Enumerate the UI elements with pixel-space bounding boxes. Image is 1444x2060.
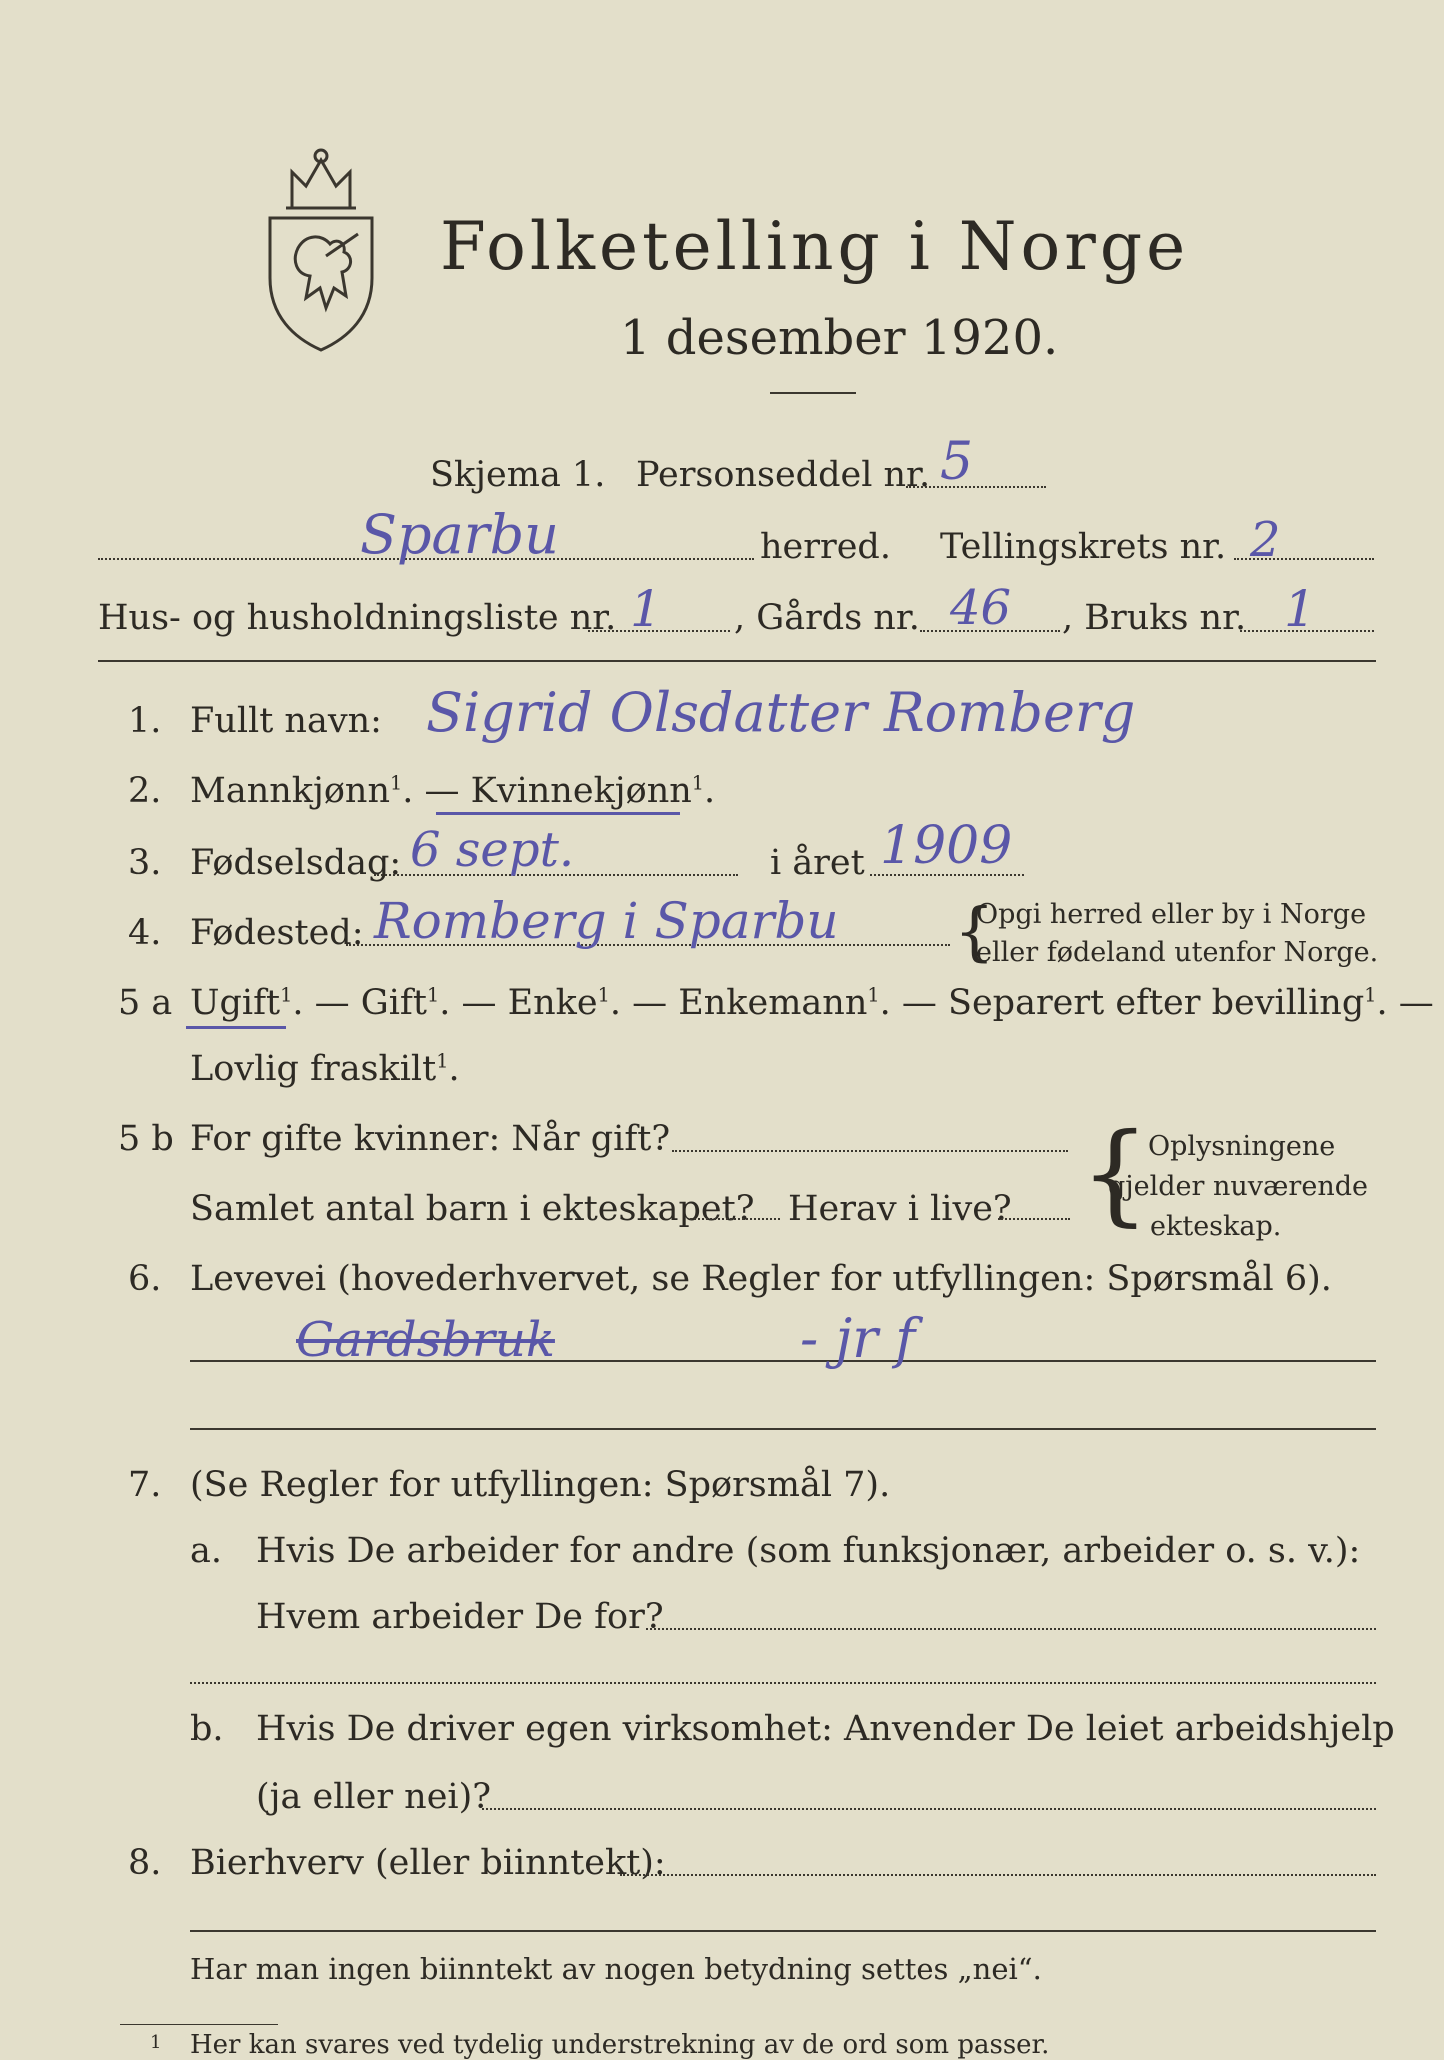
header-divider	[98, 660, 1376, 662]
female-underline-mark	[436, 812, 680, 815]
footnote-ref: 1	[597, 983, 610, 1007]
title-divider	[770, 392, 856, 394]
children-alive-line	[998, 1218, 1070, 1220]
occupation-line-2	[190, 1428, 1376, 1430]
q5b-note-line2: gjelder nuværende	[1108, 1171, 1368, 1202]
birthplace-value[interactable]: Romberg i Sparbu	[374, 892, 839, 950]
footnote-ref: 1	[1364, 983, 1377, 1007]
tellingskrets-value[interactable]: 2	[1250, 512, 1281, 568]
gender-options	[190, 771, 716, 811]
side-income-line-2	[190, 1930, 1376, 1932]
status-enkemann-option[interactable]: . — Enkemann	[609, 983, 868, 1023]
married-when-line	[672, 1150, 1068, 1152]
footnote-ref: 1	[426, 983, 440, 1007]
herred-label: herred.	[760, 527, 891, 567]
coat-of-arms-icon	[262, 138, 380, 354]
bruks-value[interactable]: 1	[1284, 580, 1316, 638]
footnote-ref: 1	[691, 771, 705, 795]
q6-number: 6.	[128, 1259, 162, 1299]
gender-end: .	[704, 771, 716, 811]
q3-number: 3.	[128, 843, 162, 883]
birthday-value[interactable]: 6 sept.	[410, 822, 575, 878]
birth-year-value[interactable]: 1909	[880, 816, 1013, 876]
birth-year-label: i året	[770, 843, 865, 883]
gards-label: , Gårds nr.	[734, 598, 920, 638]
q4-label: Fødested:	[190, 913, 364, 953]
full-name-value[interactable]: Sigrid Olsdatter Romberg	[426, 681, 1136, 744]
q7a-letter: a.	[190, 1531, 222, 1571]
status-gift-option[interactable]: . — Gift	[292, 983, 427, 1023]
q1-label: Fullt navn:	[190, 701, 382, 741]
q3-label: Fødselsdag:	[190, 843, 402, 883]
husliste-label: Hus- og husholdningsliste nr.	[98, 598, 617, 638]
bruks-label: , Bruks nr.	[1062, 598, 1247, 638]
occupation-mark: - jr f	[800, 1307, 916, 1370]
q5b-brace: {	[1080, 1109, 1150, 1237]
q5a-number: 5 a	[118, 983, 173, 1023]
q4-brace: {	[954, 895, 995, 969]
employer-label: Hvem arbeider De for?	[256, 1597, 664, 1637]
husliste-value[interactable]: 1	[630, 580, 662, 638]
status-lovlig-row	[190, 1049, 460, 1089]
civil-status-options	[190, 983, 1434, 1023]
q7-number: 7.	[128, 1465, 162, 1505]
q2-number: 2.	[128, 771, 162, 811]
status-ugift-option[interactable]: Ugift	[190, 983, 281, 1023]
occupation-value[interactable]: Gardsbruk	[296, 1312, 555, 1368]
employer-line-2	[190, 1682, 1376, 1684]
gender-female-option[interactable]: Kvinnekjønn	[470, 771, 692, 811]
q8-number: 8.	[128, 1843, 162, 1883]
form-date: 1 desember 1920.	[620, 310, 1059, 366]
ugift-underline-mark	[186, 1026, 286, 1029]
herred-value[interactable]: Sparbu	[360, 503, 559, 566]
status-enke-option[interactable]: . — Enke	[439, 983, 598, 1023]
footnote-text: Her kan svares ved tydelig understrekning av de ord som passer.	[190, 2030, 1050, 2060]
children-line	[690, 1218, 780, 1220]
gender-separator: . —	[402, 771, 471, 811]
q4-note-line1: Opgi herred eller by i Norge	[976, 899, 1367, 930]
q7-label: (Se Regler for utfyllingen: Spørsmål 7).	[190, 1465, 891, 1505]
skjema-label: Skjema 1.	[430, 455, 606, 495]
status-separert-option[interactable]: . — Separert efter bevilling	[879, 983, 1365, 1023]
side-income-line	[620, 1874, 1376, 1876]
footnote-divider	[120, 2024, 278, 2025]
employer-line	[646, 1628, 1376, 1630]
footnote-mark: 1	[150, 2032, 162, 2053]
q4-note-line2: eller fødeland utenfor Norge.	[976, 937, 1379, 968]
footnote-ref: 1	[390, 771, 403, 795]
gards-value[interactable]: 46	[950, 580, 1012, 636]
q7a-label: Hvis De arbeider for andre (som funksjonær, arbeider o. s. v.):	[256, 1531, 1361, 1571]
q5b-number: 5 b	[118, 1119, 174, 1159]
tellingskrets-label: Tellingskrets nr.	[940, 527, 1227, 567]
footnote-ref: 1	[436, 1049, 449, 1073]
status-lovlig-end: .	[448, 1049, 460, 1089]
gender-male-option[interactable]: Mannkjønn	[190, 771, 391, 811]
status-tail: . —	[1376, 983, 1434, 1023]
q5b-note-line3: ekteskap.	[1150, 1211, 1282, 1242]
q4-number: 4.	[128, 913, 162, 953]
hired-help-label: (ja eller nei)?	[256, 1777, 492, 1817]
q5b-label: For gifte kvinner: Når gift?	[190, 1119, 671, 1159]
children-label: Samlet antal barn i ekteskapet?	[190, 1189, 755, 1229]
q7b-letter: b.	[190, 1709, 224, 1749]
personseddel-label: Personseddel nr.	[636, 455, 931, 495]
personseddel-line	[906, 486, 1046, 488]
children-alive-label: Herav i live?	[788, 1189, 1012, 1229]
personseddel-value[interactable]: 5	[940, 432, 974, 492]
form-title: Folketelling i Norge	[440, 208, 1190, 285]
q8-note: Har man ingen biinntekt av nogen betydning settes „nei“.	[190, 1952, 1042, 1986]
footnote-ref: 1	[867, 983, 880, 1007]
q1-number: 1.	[128, 701, 162, 741]
footnote-ref: 1	[280, 983, 293, 1007]
status-lovlig-option[interactable]: Lovlig fraskilt	[190, 1049, 437, 1089]
q8-label: Bierhverv (eller biinntekt):	[190, 1843, 666, 1883]
hired-help-line	[482, 1808, 1376, 1810]
q5b-note-line1: Oplysningene	[1148, 1131, 1336, 1162]
q6-label: Levevei (hovederhvervet, se Regler for utfyllingen: Spørsmål 6).	[190, 1259, 1332, 1299]
q7b-label: Hvis De driver egen virksomhet: Anvender De leiet arbeidshjelp	[256, 1709, 1395, 1749]
